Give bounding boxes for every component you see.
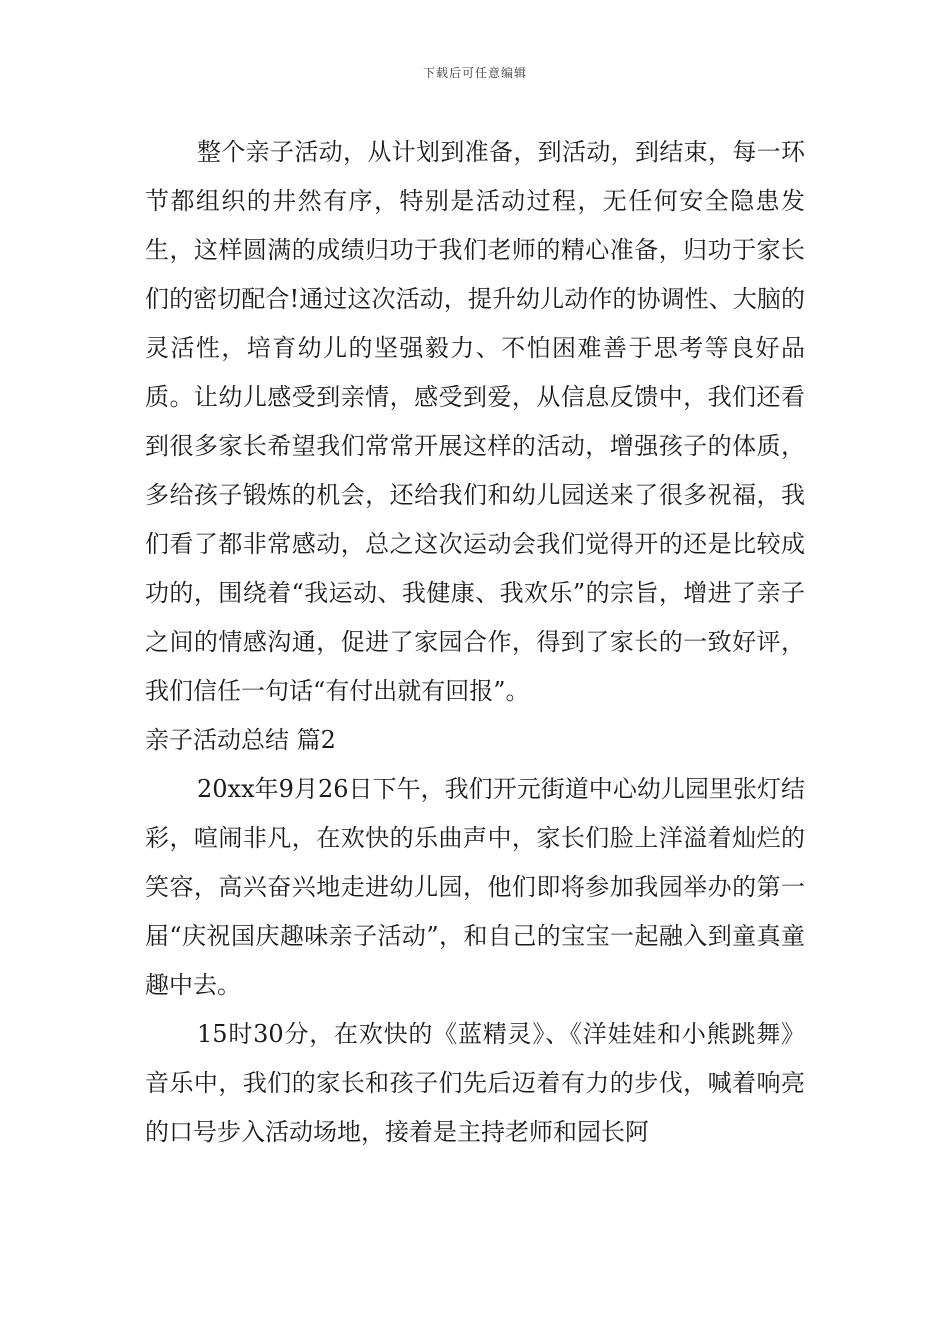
document-body [145, 128, 805, 1157]
paragraph-summary-2-opening: 15时30分，在欢快的《蓝精灵》、《洋娃娃和小熊跳舞》音乐中，我们的家长和孩子们先后迈着有力的步伐，喊着响亮的口号步入活动场地，接着是主持老师和园长阿 [145, 1020, 805, 1146]
section-title: 亲子活动总结 篇2 [145, 726, 336, 754]
paragraph-summary-1: 整个亲子活动，从计划到准备，到活动，到结束，每一环节都组织的井然有序，特别是活动过程，无任何安全隐患发生，这样圆满的成绩归功于我们老师的精心准备，归功于家长们的密切配合!通过这次活动，提升幼儿动作的协调性、大脑的灵活性，培育幼儿的坚强毅力、不怕困难善于思考等良好品质。让幼儿感受到亲情，感受到爱，从信息反馈中，我们还看到很多家长希望我们常常开展这样的活动，增强孩子的体质，多给孩子锻炼的机会，还给我们和幼儿园送来了很多祝福，我们看了都非常感动，总之这次运动会我们觉得开的还是比较成功的，围绕着“我运动、我健康、我欢乐”的宗旨，增进了亲子之间的情感沟通，促进了家园合作，得到了家长的一致好评，我们信任一句话“有付出就有回报”。 [145, 138, 805, 705]
page-header: 下载后可任意编辑 [422, 66, 527, 80]
paragraph-summary-2-intro: 20xx年9月26日下午，我们开元街道中心幼儿园里张灯结彩，喧闹非凡，在欢快的乐曲声中，家长们脸上洋溢着灿烂的笑容，高兴奋兴地走进幼儿园，他们即将参加我园举办的第一届“庆祝国庆趣味亲子活动”，和自己的宝宝一起融入到童真童趣中去。 [145, 775, 805, 999]
